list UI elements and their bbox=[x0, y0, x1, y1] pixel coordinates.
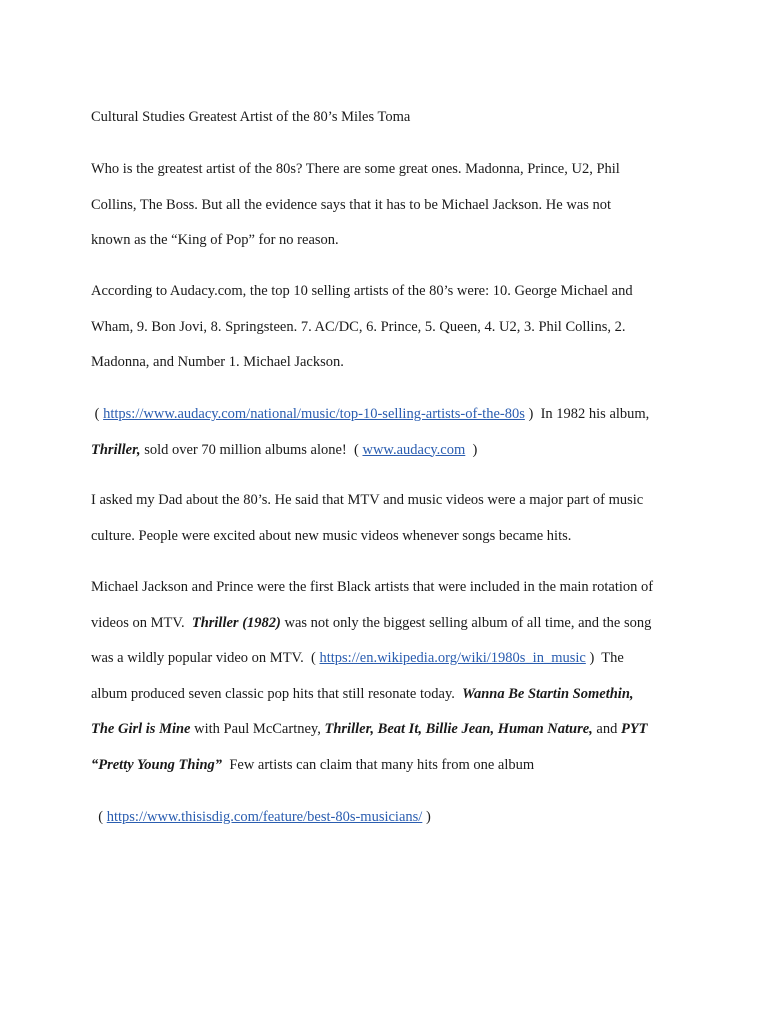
paragraph-intro bbox=[91, 152, 691, 259]
inline-text: was a wildly popular video on MTV. ( bbox=[91, 650, 320, 666]
paragraph-line: I asked my Dad about the 80’s. He said that MTV and music videos were a major part of music bbox=[91, 492, 644, 508]
song-title: The Girl is Mine bbox=[91, 721, 191, 737]
paragraph-line bbox=[91, 800, 691, 836]
inline-text: album produced seven classic pop hits that still resonate today. bbox=[91, 685, 463, 702]
audacy-link[interactable]: www.audacy.com bbox=[362, 441, 466, 458]
paragraph-mtv bbox=[91, 483, 691, 554]
album-title-thriller: Thriller, bbox=[91, 441, 141, 458]
song-titles: Thriller, Beat It, Billie Jean, Human Nature, bbox=[324, 721, 593, 737]
paragraph-line bbox=[91, 677, 691, 713]
paragraph-line: Madonna, and Number 1. Michael Jackson. bbox=[91, 354, 344, 370]
paragraph-line bbox=[91, 397, 691, 433]
song-title: “Pretty Young Thing” bbox=[91, 756, 223, 773]
paragraph-thriller-hits bbox=[91, 570, 691, 783]
song-title: Wanna Be Startin Somethin, bbox=[462, 685, 634, 702]
paren-text: ) bbox=[465, 441, 478, 458]
paren-text: ( bbox=[91, 809, 107, 825]
paren-text: ( bbox=[91, 406, 104, 422]
paragraph-line: Michael Jackson and Prince were the first Black artists that were included in the main rotation of bbox=[91, 579, 654, 595]
paragraph-line bbox=[91, 433, 691, 469]
paragraph-line: Collins, The Boss. But all the evidence says that it has to be Michael Jackson. He was not bbox=[91, 196, 612, 213]
paragraph-line: According to Audacy.com, the top 10 selling artists of the 80’s were: 10. George Michael and bbox=[91, 283, 633, 299]
inline-text: sold over 70 million albums alone! ( bbox=[140, 441, 363, 458]
wikipedia-1980s-link[interactable]: https://en.wikipedia.org/wiki/1980s_in_music bbox=[319, 650, 586, 666]
paragraph-thriller-sales bbox=[91, 397, 691, 468]
inline-text: and bbox=[592, 721, 621, 737]
paragraph-line bbox=[91, 748, 691, 784]
document-title: Cultural Studies Greatest Artist of the 80’s Miles Toma bbox=[91, 109, 411, 125]
paragraph-line: known as the “King of Pop” for no reason. bbox=[91, 232, 339, 248]
paren-text: ) bbox=[422, 809, 431, 825]
inline-text: videos on MTV. bbox=[91, 614, 192, 631]
paragraph-line: Who is the greatest artist of the 80s? There are some great ones. Madonna, Prince, U2, Phil bbox=[91, 161, 620, 177]
inline-text: ) In 1982 his album, bbox=[524, 406, 650, 422]
song-title: PYT bbox=[620, 721, 648, 737]
paragraph-line bbox=[91, 712, 691, 748]
paragraph-line bbox=[91, 606, 691, 642]
paragraph-line: culture. People were excited about new music videos whenever songs became hits. bbox=[91, 527, 572, 544]
thisisdig-link[interactable]: https://www.thisisdig.com/feature/best-80s-musicians/ bbox=[106, 809, 423, 825]
inline-text: Few artists can claim that many hits from one album bbox=[222, 756, 535, 773]
inline-text: with Paul McCartney, bbox=[190, 721, 325, 737]
paragraph-top-10 bbox=[91, 274, 691, 381]
inline-text: was not only the biggest selling album of all time, and the song bbox=[280, 614, 652, 631]
paragraph-citation bbox=[91, 800, 691, 836]
album-title-thriller-1982: Thriller (1982) bbox=[191, 614, 281, 631]
inline-text: ) The bbox=[585, 650, 624, 666]
paragraph-line bbox=[91, 641, 691, 677]
audacy-top10-link[interactable]: https://www.audacy.com/national/music/top-10-selling-artists-of-the-80s bbox=[103, 406, 525, 422]
paragraph-line: Wham, 9. Bon Jovi, 8. Springsteen. 7. AC/DC, 6. Prince, 5. Queen, 4. U2, 3. Phil Collins, 2. bbox=[91, 318, 626, 335]
